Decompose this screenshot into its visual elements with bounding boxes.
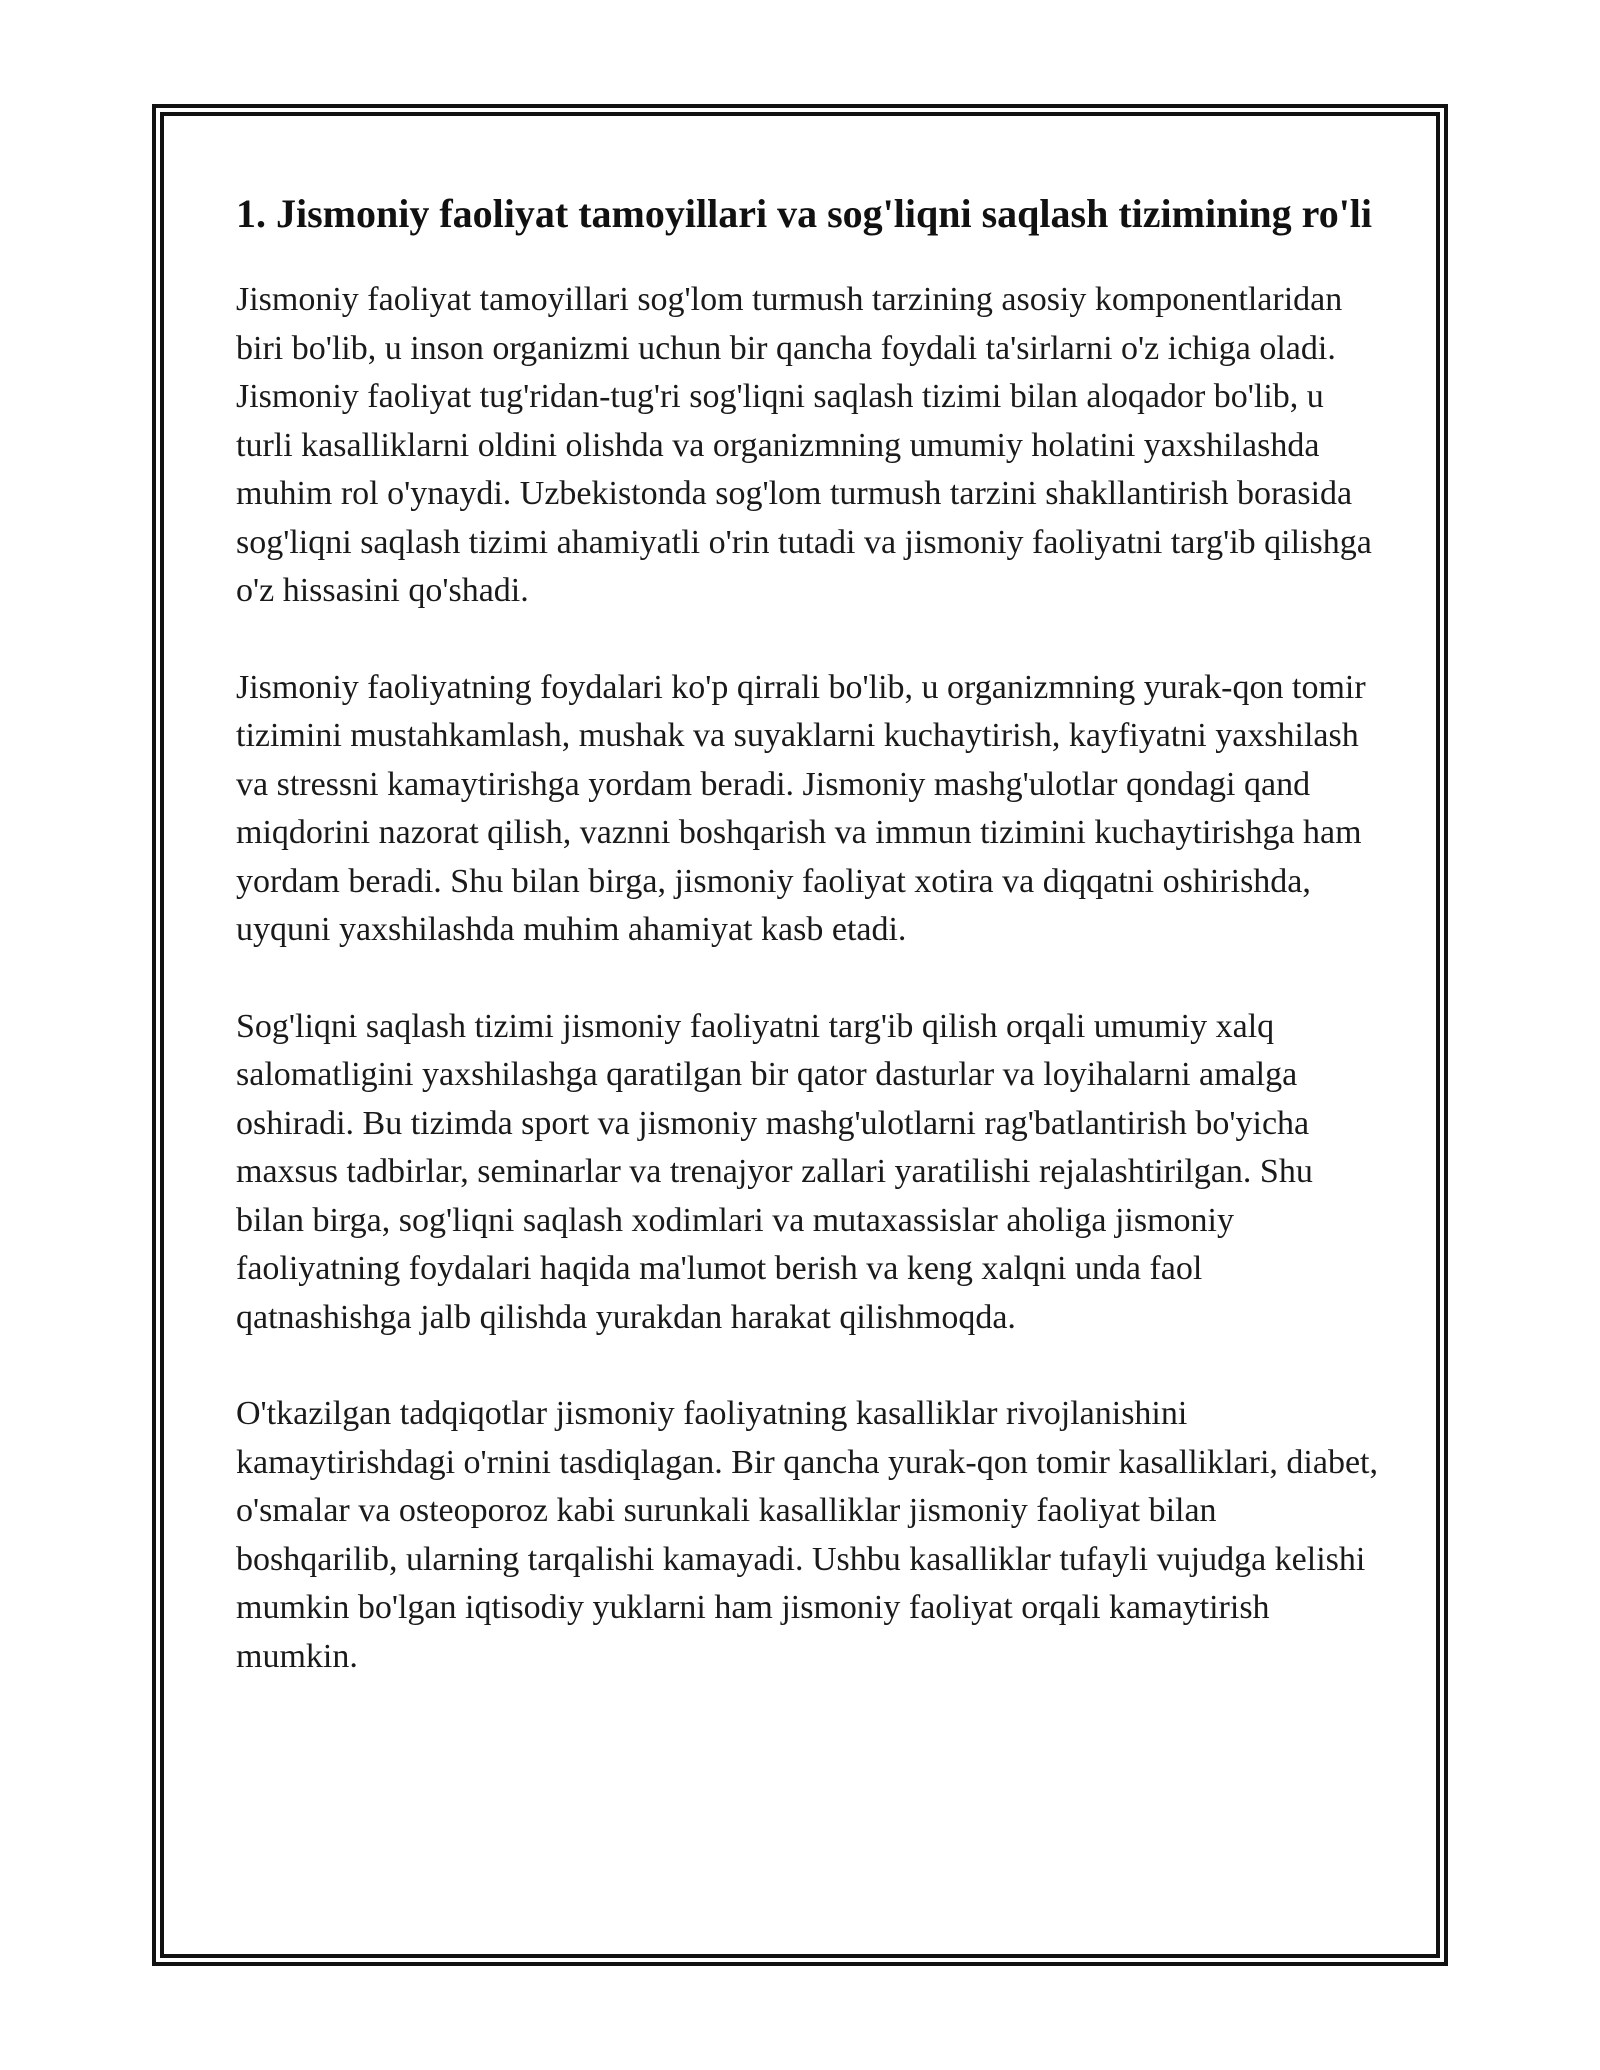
paragraph-2: Jismoniy faoliyatning foydalari ko'p qirrali bo'lib, u organizmning yurak-qon tomir tizimini mustahkamlash, mushak va suyaklarni kuchaytirish, kayfiyatni yaxshilash va stressni kamaytirishga yordam beradi. Jismoniy mashg'ulotlar qondagi qand miqdorini nazorat qilish, vaznni boshqarish va immun tizimini kuchaytirishga ham yordam beradi. Shu bilan birga, jismoniy faoliyat xotira va diqqatni oshirishda, uyquni yaxshilashda muhim ahamiyat kasb etadi.: [236, 668, 1366, 948]
paragraph-3: Sog'liqni saqlash tizimi jismoniy faoliyatni targ'ib qilish orqali umumiy xalq salomatligini yaxshilashga qaratilgan bir qator dasturlar va loyihalarni amalga oshiradi. Bu tizimda sport va jismoniy mashg'ulotlarni rag'batlantirish bo'yicha maxsus tadbirlar, seminarlar va trenajyor zallari yaratilishi rejalashtirilgan. Shu bilan birga, sog'liqni saqlash xodimlari va mutaxassislar aholiga jismoniy faoliyatning foydalari haqida ma'lumot berish va keng xalqni unda faol qatnashishga jalb qilishda yurakdan harakat qilishmoqda.: [236, 1007, 1313, 1336]
document-title: 1. Jismoniy faoliyat tamoyillari va sog'liqni saqlash tizimining ro'li: [236, 191, 1373, 236]
document-content: [236, 186, 1381, 1729]
paragraph-4: O'tkazilgan tadqiqotlar jismoniy faoliyatning kasalliklar rivojlanishini kamaytirishdagi o'rnini tasdiqlagan. Bir qancha yurak-qon tomir kasalliklari, diabet, o'smalar va osteoporoz kabi surunkali kasalliklar jismoniy faoliyat bilan boshqarilib, ularning tarqalishi kamayadi. Ushbu kasalliklar tufayli vujudga kelishi mumkin bo'lgan iqtisodiy yuklarni ham jismoniy faoliyat orqali kamaytirish mumkin.: [236, 1395, 1378, 1675]
paragraph-1: Jismoniy faoliyat tamoyillari sog'lom turmush tarzining asosiy komponentlaridan biri bo'lib, u inson organizmi uchun bir qancha foydali ta'sirlarni o'z ichiga oladi. Jismoniy faoliyat tug'ridan-tug'ri sog'liqni saqlash tizimi bilan aloqador bo'lib, u turli kasalliklarni oldini olishda va organizmning umumiy holatini yaxshilashda muhim rol o'ynaydi. Uzbekistonda sog'lom turmush tarzini shakllantirish borasida sog'liqni saqlash tizimi ahamiyatli o'rin tutadi va jismoniy faoliyatni targ'ib qilishga o'z hissasini qo'shadi.: [236, 281, 1372, 609]
